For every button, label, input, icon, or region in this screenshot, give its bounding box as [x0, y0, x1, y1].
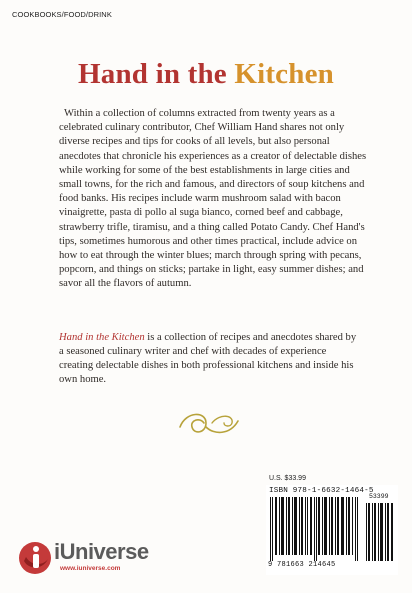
ean-bars	[270, 497, 360, 561]
title-part-1: Hand in the	[78, 58, 227, 90]
category-label: COOKBOOKS/FOOD/DRINK	[12, 10, 112, 19]
isbn-text: ISBN 978-1-6632-1464-5	[269, 487, 374, 495]
description-paragraph: Within a collection of columns extracted from twenty years as a celebrated culinary contributor, Chef William Hand shares not only diverse recipes and tips for cooks of all levels, but also personal anecdotes that chronicle his experiences as a creator of delectable dishes while working for some of the best establishments in large cities and small towns, for the rich and famous, and directors of soup kitchens and food banks. His recipes include warm mushroom salad with bacon vinaigrette, pasta di pollo al suga bianco, corned beef and cabbage, strawberry trifle, tiramisu, and a thing called Potato Candy. Chef Hand's tips, sometimes humorous and other times practical, include advice on how to eat through the winter blues; march through spring with pecans, popcorn, and things on sticks; partake in light, easy summer dishes; and savor all the flavors of autumn.	[59, 108, 367, 290]
publisher-name: iUniverse	[54, 539, 149, 564]
flourish-ornament	[176, 405, 242, 439]
summary-title: Hand in the Kitchen	[59, 331, 145, 343]
summary-paragraph	[59, 331, 359, 388]
publisher-logo	[16, 539, 166, 581]
price-label: U.S. $33.99	[269, 475, 306, 482]
description-block	[59, 107, 367, 292]
ean-digits: 9 781663 214645	[268, 561, 336, 569]
addon-bars	[366, 503, 394, 561]
addon-code: 53399	[369, 493, 389, 500]
barcode	[266, 485, 398, 575]
publisher-url: www.iuniverse.com	[60, 565, 121, 572]
summary-text: is a collection of recipes and anecdotes shared by a seasoned culinary writer and chef with decades of experience creating delectable dishes in both professional kitchens and inside his own home.	[59, 331, 357, 386]
iuniverse-swirl-icon	[16, 539, 54, 577]
title-part-2: Kitchen	[234, 58, 334, 90]
book-title	[0, 58, 412, 91]
